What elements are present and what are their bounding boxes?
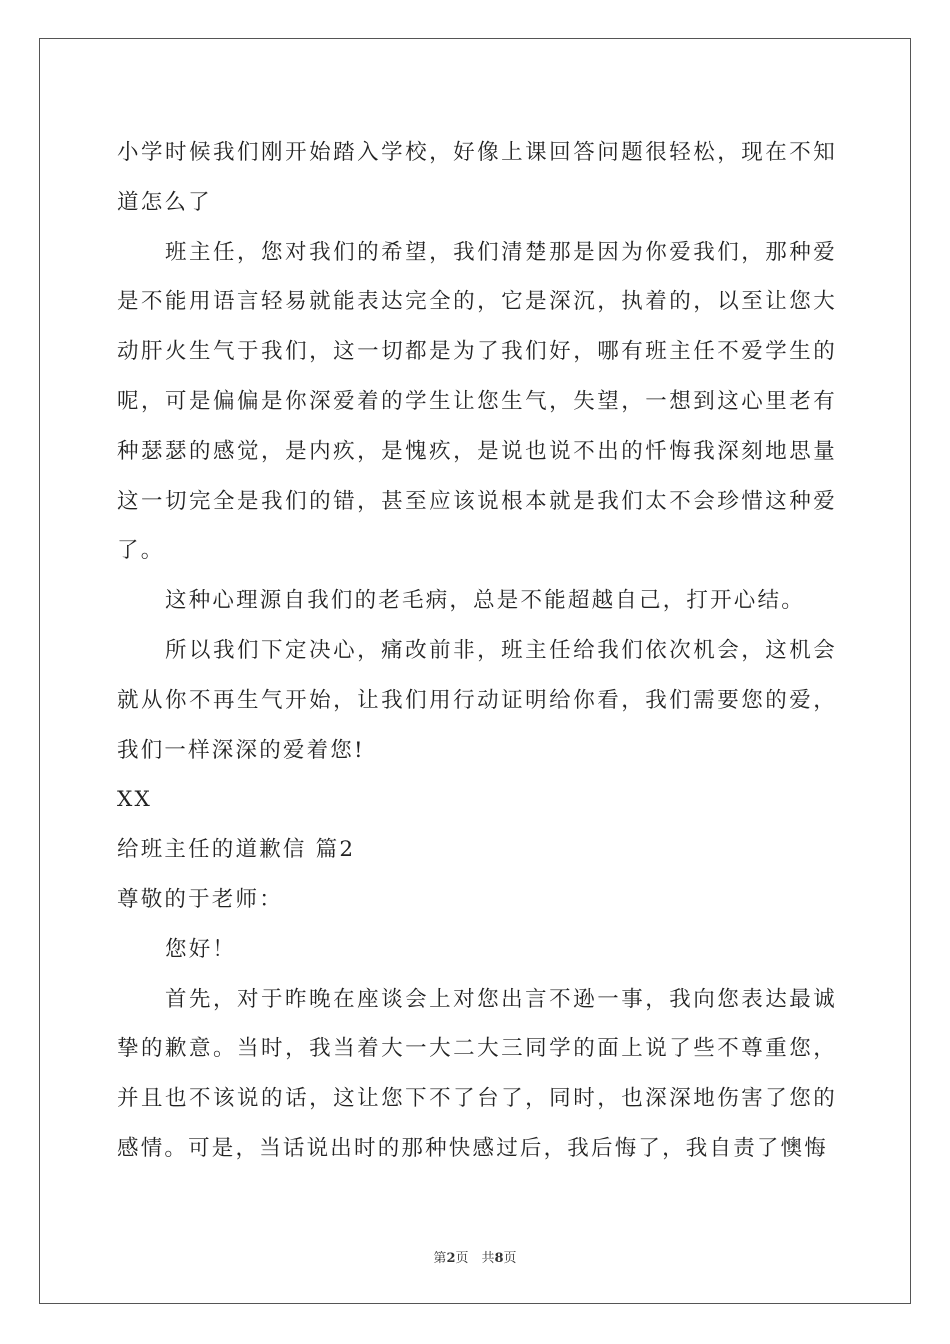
paragraph-1: 小学时候我们刚开始踏入学校，好像上课回答问题很轻松，现在不知道怎么了 [117,140,837,215]
paragraph-2: 班主任，您对我们的希望，我们清楚那是因为你爱我们，那种爱是不能用语言轻易就能表达完全的，它是深沉，执着的，以至让您大动肝火生气于我们，这一切都是为了我们好，哪有班主任不爱学生的呢，可是偏偏是你深爱着的学生让您生气，失望，一想到这心里老有种瑟瑟的感觉，是内疚，是愧疚，是说也说不出的忏悔我深刻地思量这一切完全是我们的错，甚至应该说根本就是我们太不会珍惜这种爱了。 [117,239,837,564]
greeting: 您好！ [165,936,237,962]
section-title: 给班主任的道歉信 篇2 [117,837,356,863]
salutation: 尊敬的于老师： [117,886,283,912]
paragraph-4: 所以我们下定决心，痛改前非，班主任给我们依次机会，这机会就从你不再生气开始，让我们用行动证明给你看，我们需要您的爱，我们一样深深的爱着您! [117,637,837,763]
footer-suffix: 页 [503,1251,517,1266]
paragraph-3: 这种心理源自我们的老毛病，总是不能超越自己，打开心结。 [165,588,805,614]
document-body [117,128,837,1174]
paragraph-5: 首先，对于昨晚在座谈会上对您出言不逊一事，我向您表达最诚挚的歉意。当时，我当着大一大二大三同学的面上说了些不尊重您，并且也不该说的话，这让您下不了台了，同时，也深深地伤害了您的感情。可是，当话说出时的那种快感过后，我后悔了，我自责了懊悔 [117,986,837,1161]
footer-mid: 页 共 [455,1251,495,1266]
footer-current-page: 2 [446,1251,456,1266]
page-footer [0,1247,950,1266]
footer-total-pages: 8 [494,1251,504,1266]
footer-prefix: 第 [433,1251,447,1266]
signature: XX [117,787,153,813]
